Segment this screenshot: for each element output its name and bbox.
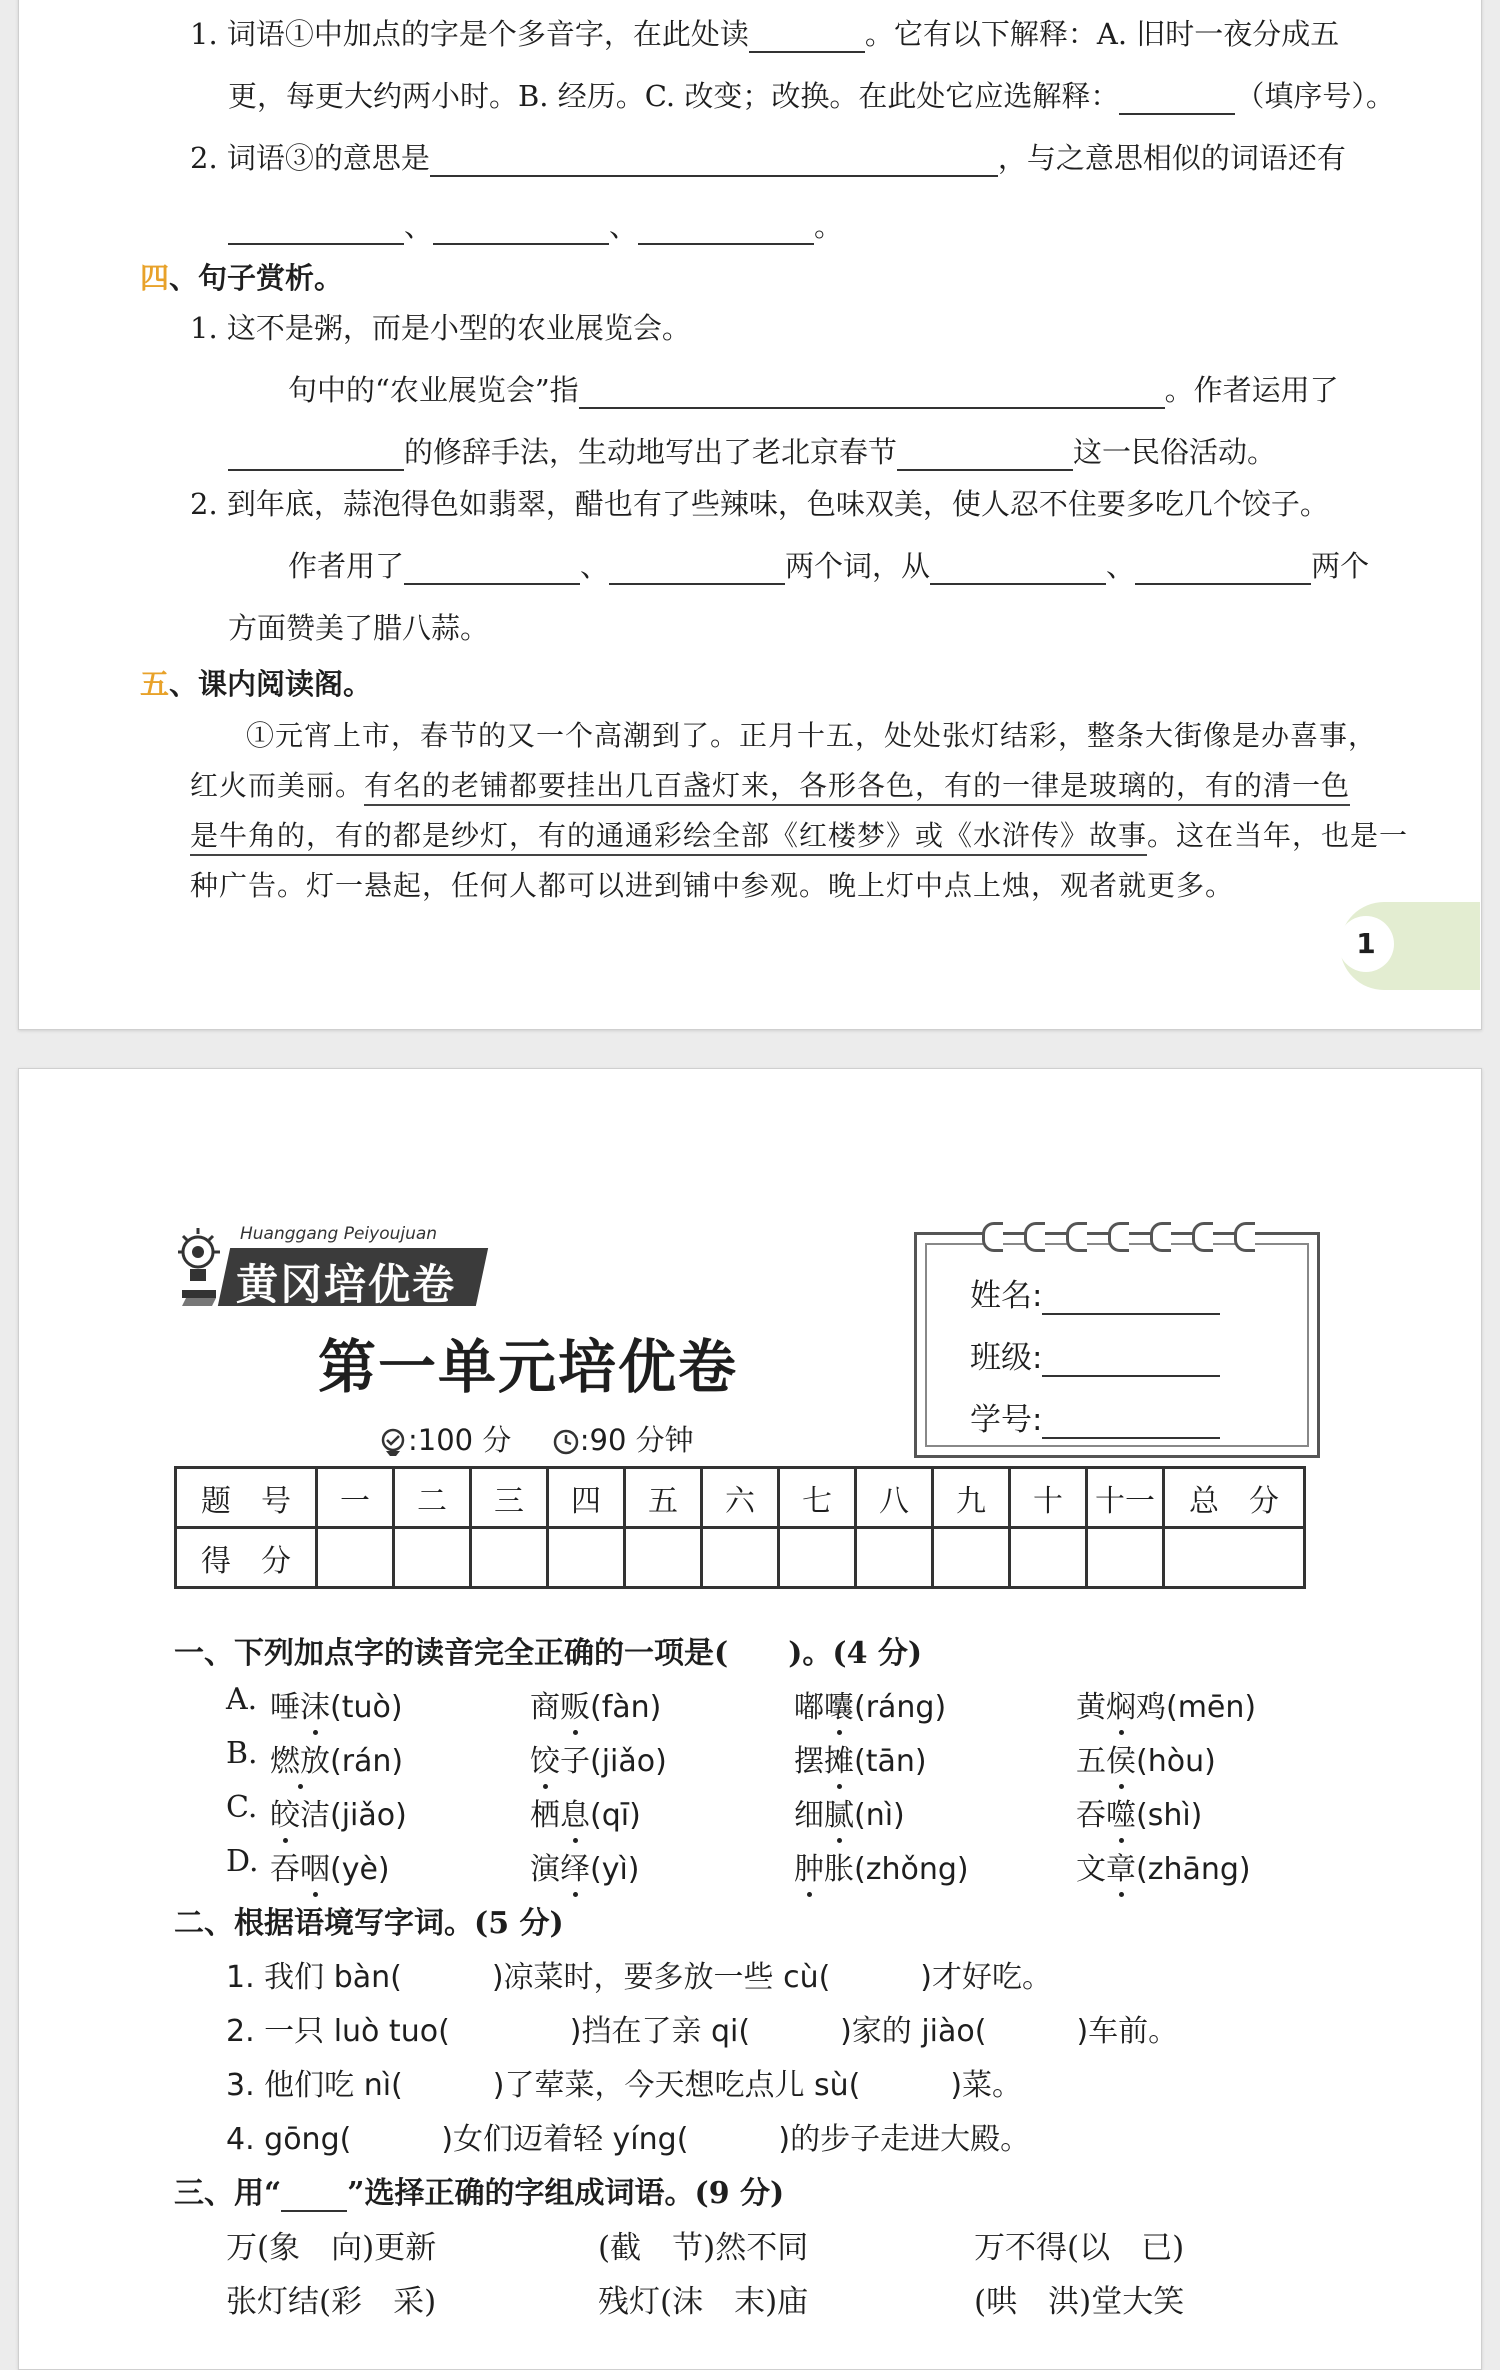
table-score-row [176, 1528, 1305, 1588]
logo-pinyin: Huanggang Peiyoujuan [240, 1224, 438, 1244]
q1-option-word: 肿胀(zhǒng) [794, 1844, 969, 1888]
score-icon [378, 1427, 408, 1457]
q1-option-letter: B. [226, 1736, 258, 1771]
q1-title: 一、下列加点字的读音完全正确的一项是( )。(4 分) [174, 1636, 923, 1671]
table-header-cell: 题 号 [176, 1468, 317, 1528]
q3-1-line1: 1. 词语①中加点的字是个多音字，在此处读 。它有以下解释：A. 旧时一夜分成五 [190, 17, 1340, 51]
page-title: 第一单元培优卷 [318, 1333, 739, 1401]
score-cell[interactable] [933, 1528, 1010, 1588]
q3-2-line2: 、 、 。 [228, 204, 843, 245]
dotted-character: 绎 [560, 1844, 590, 1888]
q1-option-word: 细腻(nì) [794, 1790, 905, 1834]
answer-blank[interactable] [897, 439, 1073, 471]
q1-option-word: 唾沫(tuò) [270, 1682, 403, 1726]
score-cell[interactable] [1010, 1528, 1087, 1588]
q4-1-line-b: 的修辞手法，生动地写出了老北京春节 这一民俗活动。 [228, 430, 1276, 471]
answer-blank[interactable] [430, 145, 998, 177]
underlined-sentence: 有名的老铺都要挂出几百盏灯来，各形各色，有的一律是玻璃的，有的清一色 [364, 769, 1350, 806]
table-header-cell: 十 [1010, 1468, 1087, 1528]
dotted-character: 沫 [300, 1682, 330, 1726]
answer-blank[interactable] [433, 213, 609, 245]
q1-option-word: 吞噬(shì) [1076, 1790, 1202, 1834]
dotted-character: 肿 [794, 1844, 824, 1888]
table-header-cell: 八 [856, 1468, 933, 1528]
passage-line-1: ①元宵上市，春节的又一个高潮到了。正月十五，处处张灯结彩，整条大街像是办喜事， [246, 719, 1378, 752]
blank-marker [281, 2182, 347, 2213]
q3-item: (哄 洪)堂大笑 [974, 2284, 1185, 2320]
table-header-cell: 三 [471, 1468, 548, 1528]
dotted-character: 腻 [824, 1790, 854, 1834]
q3-item: (截 节)然不同 [598, 2230, 809, 2266]
score-cell[interactable] [1087, 1528, 1164, 1588]
class-input[interactable] [1042, 1342, 1220, 1377]
binding-ring [1108, 1222, 1129, 1252]
score-cell[interactable] [471, 1528, 548, 1588]
dotted-character: 皎 [270, 1790, 300, 1834]
q3-2-line1: 2. 词语③的意思是 ，与之意思相似的词语还有 [190, 141, 1346, 175]
passage-line-2: 红火而美丽。有名的老铺都要挂出几百盏灯来，各形各色，有的一律是玻璃的，有的清一色 [190, 764, 1350, 804]
name-field: 姓名: [970, 1270, 1220, 1315]
table-header-cell: 二 [394, 1468, 471, 1528]
score-cell[interactable] [1164, 1528, 1305, 1588]
answer-blank[interactable] [609, 553, 785, 585]
dotted-character: 焖 [1106, 1682, 1136, 1726]
student-id-input[interactable] [1042, 1404, 1220, 1439]
name-input[interactable] [1042, 1280, 1220, 1315]
q4-2-line-b: 方面赞美了腊八蒜。 [228, 611, 490, 645]
q1-option-word: 栖息(qī) [530, 1790, 641, 1834]
table-header-cell: 四 [548, 1468, 625, 1528]
score-table [174, 1466, 1306, 1589]
table-header-cell: 七 [779, 1468, 856, 1528]
q3-1-line2: 更，每更大约两小时。B. 经历。C. 改变；改换。在此处它应选解释： （填序号）。 [228, 79, 1395, 113]
table-header-cell: 十一 [1087, 1468, 1164, 1528]
table-header-cell: 五 [625, 1468, 702, 1528]
binding-ring [1024, 1222, 1045, 1252]
exam-meta: :100 分 :90 分钟 [378, 1418, 694, 1459]
answer-blank[interactable] [749, 21, 865, 53]
binding-ring [1192, 1222, 1213, 1252]
answer-blank[interactable] [930, 553, 1106, 585]
class-field: 班级: [970, 1332, 1220, 1377]
dotted-character: 噬 [1106, 1790, 1136, 1834]
q3-title: 三、用“ ”选择正确的字组成词语。(9 分) [174, 2176, 785, 2211]
dotted-character: 饺 [530, 1736, 560, 1780]
q1-option-word: 嘟囔(ráng) [794, 1682, 946, 1726]
table-header-cell: 六 [702, 1468, 779, 1528]
table-header-row [176, 1468, 1305, 1528]
q2-line: 1. 我们 bàn( )凉菜时，要多放一些 cù( )才好吃。 [226, 1960, 1052, 1995]
binding-ring [1150, 1222, 1171, 1252]
binding-ring [1066, 1222, 1087, 1252]
answer-blank[interactable] [1119, 83, 1235, 115]
q1-option-word: 五侯(hòu) [1076, 1736, 1216, 1780]
passage-line-4: 种广告。灯一悬起，任何人都可以进到铺中参观。晚上灯中点上烛，观者就更多。 [190, 869, 1235, 902]
score-cell[interactable] [548, 1528, 625, 1588]
answer-blank[interactable] [1135, 553, 1311, 585]
q2-title: 二、根据语境写字词。(5 分) [174, 1906, 564, 1941]
q1-option-word: 皎洁(jiǎo) [270, 1790, 407, 1834]
q2-line: 3. 他们吃 nì( )了荤菜，今天想吃点儿 sù( )菜。 [226, 2068, 1023, 2103]
table-header-cell: 九 [933, 1468, 1010, 1528]
score-cell[interactable] [856, 1528, 933, 1588]
q1-option-word: 文章(zhāng) [1076, 1844, 1251, 1888]
answer-blank[interactable] [579, 377, 1165, 409]
q4-1-sentence: 1. 这不是粥，而是小型的农业展览会。 [190, 311, 691, 345]
q1-option-letter: A. [226, 1682, 258, 1717]
dotted-character: 章 [1106, 1844, 1136, 1888]
score-cell[interactable] [702, 1528, 779, 1588]
q3-item: 万不得(以 已) [974, 2230, 1185, 2266]
answer-blank[interactable] [638, 213, 814, 245]
dotted-character: 摊 [824, 1736, 854, 1780]
q2-line: 2. 一只 luò tuo( )挡在了亲 qi( )家的 jiào( )车前。 [226, 2014, 1179, 2049]
dotted-character: 咽 [300, 1844, 330, 1888]
score-cell[interactable] [394, 1528, 471, 1588]
dotted-character: 息 [560, 1790, 590, 1834]
q1-option-word: 吞咽(yè) [270, 1844, 390, 1888]
q1-option-letter: D. [226, 1844, 259, 1879]
answer-blank[interactable] [228, 213, 404, 245]
q4-2-line-a: 作者用了 、 两个词，从 、 两个 [288, 549, 1370, 583]
dotted-character: 囔 [824, 1682, 854, 1726]
q3-item: 万(象 向)更新 [226, 2230, 437, 2266]
q4-2-sentence: 2. 到年底，蒜泡得色如翡翠，醋也有了些辣味，色味双美，使人忍不住要多吃几个饺子。 [190, 487, 1329, 521]
q1-option-word: 商贩(fàn) [530, 1682, 661, 1726]
q1-option-word: 黄焖鸡(mēn) [1076, 1682, 1256, 1726]
q1-option-word: 演绎(yì) [530, 1844, 640, 1888]
q1-option-word: 饺子(jiǎo) [530, 1736, 667, 1780]
underlined-sentence: 是牛角的，有的都是纱灯，有的通通彩绘全部《红楼梦》或《水浒传》故事 [190, 819, 1147, 856]
q3-item: 残灯(沫 末)庙 [598, 2284, 809, 2320]
binding-ring [982, 1222, 1003, 1252]
q2-line: 4. gōng( )女们迈着轻 yíng( )的步子走进大殿。 [226, 2122, 1031, 2157]
table-header-cell: 总 分 [1164, 1468, 1305, 1528]
table-row-label: 得 分 [176, 1528, 317, 1588]
section-5-heading: 五、课内阅读阁。 [140, 667, 373, 701]
score-cell[interactable] [625, 1528, 702, 1588]
q1-option-letter: C. [226, 1790, 258, 1825]
clock-icon [552, 1428, 580, 1456]
dotted-character: 贩 [560, 1682, 590, 1726]
answer-blank[interactable] [228, 439, 404, 471]
dotted-character: 燃放 [270, 1736, 330, 1780]
score-cell[interactable] [317, 1528, 394, 1588]
q4-1-line-a: 句中的“农业展览会”指 。作者运用了 [288, 373, 1339, 407]
student-id-field: 学号: [970, 1394, 1220, 1439]
q3-item: 张灯结(彩 采) [226, 2284, 437, 2320]
page-number: 1 [1338, 916, 1394, 972]
table-header-cell: 一 [317, 1468, 394, 1528]
passage-line-3: 是牛角的，有的都是纱灯，有的通通彩绘全部《红楼梦》或《水浒传》故事。这在当年，也是一 [190, 814, 1408, 854]
q1-option-word: 燃放(rán) [270, 1736, 403, 1780]
binding-ring [1234, 1222, 1255, 1252]
logo-text: 黄冈培优卷 [236, 1260, 457, 1309]
answer-blank[interactable] [404, 553, 580, 585]
q1-option-word: 摆摊(tān) [794, 1736, 927, 1780]
dotted-character: 侯 [1106, 1736, 1136, 1780]
section-4-heading: 四、句子赏析。 [140, 261, 344, 295]
score-cell[interactable] [779, 1528, 856, 1588]
